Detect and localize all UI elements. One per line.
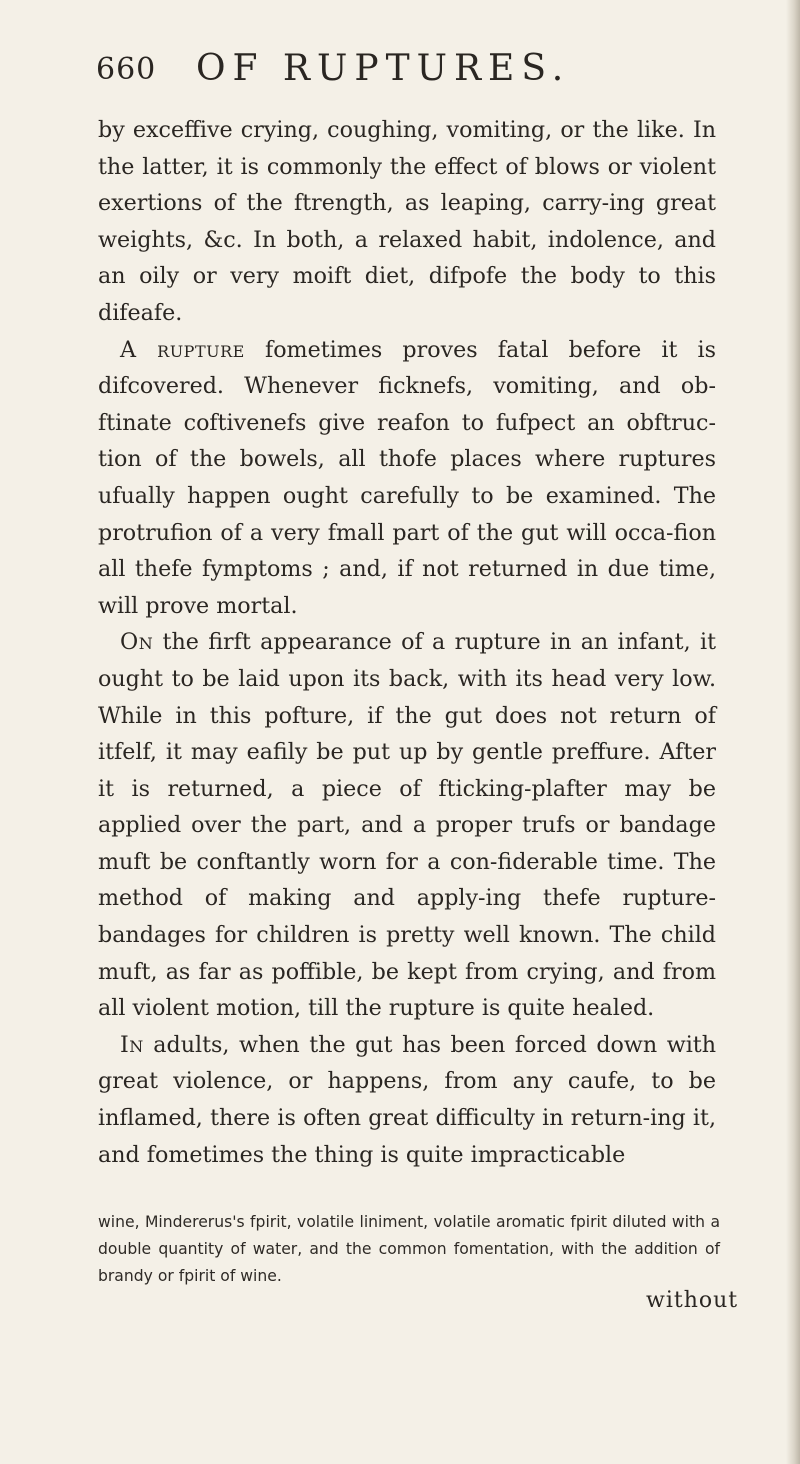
paragraph-lead: A rupture [120,336,245,363]
page-number: 660 [96,52,157,87]
body-text [98,112,716,1173]
paragraph-3 [98,624,716,1027]
paragraph-2 [98,332,716,625]
paragraph-text: fometimes proves fatal before it is difcovered. Whenever ficknefs, vomiting, and ob-ftinate coftivenefs give reafon to fufpect an obftruc-tion of the bowels, all thofe places where ruptures ufually happen ought carefully to be examined. The protrufion of a very fmall part of the gut will occa-fion all thefe fymptoms ; and, if not returned in due time, will prove mortal. [98,336,716,619]
page-edge-shadow [786,0,800,1464]
paragraph-4 [98,1027,716,1173]
footnote: wine, Mindererus's fpirit, volatile liniment, volatile aromatic fpirit diluted with a double quantity of water, and the common fomentation, with the addition of brandy or fpirit of wine. [98,1213,720,1285]
paragraph-text: the firft appearance of a rupture in an infant, it ought to be laid upon its back, with its head very low. While in this pofture, if the gut does not return of itfelf, it may eafily be put up by gentle preffure. After it is returned, a piece of fticking-plafter may be applied over the part, and a proper trufs or bandage muft be conftantly worn for a con-fiderable time. The method of making and apply-ing thefe rupture-bandages for children is pretty well known. The child muft, as far as poffible, be kept from crying, and from all violent motion, till the rupture is quite healed. [98,629,716,1022]
paragraph-text: by exceffive crying, coughing, vomiting, or the like. In the latter, it is commonly the effect of blows or violent exertions of the ftrength, as leaping, carry-ing great weights, &c. In both, a relaxed habit, indolence, and an oily or very moift diet, difpofe the body to this difeafe. [98,117,716,326]
paragraph-lead: In [120,1031,144,1058]
running-head: OF RUPTURES. [196,48,571,89]
catchword: without [646,1288,739,1313]
paragraph-text: adults, when the gut has been forced down with great violence, or happens, from any caufe, to be inflamed, there is often great difficulty in return-ing it, and fometimes the thing is quite impracticable [98,1031,716,1168]
paragraph-1 [98,112,716,332]
page-header [96,48,716,98]
paragraph-lead: On [120,629,154,656]
